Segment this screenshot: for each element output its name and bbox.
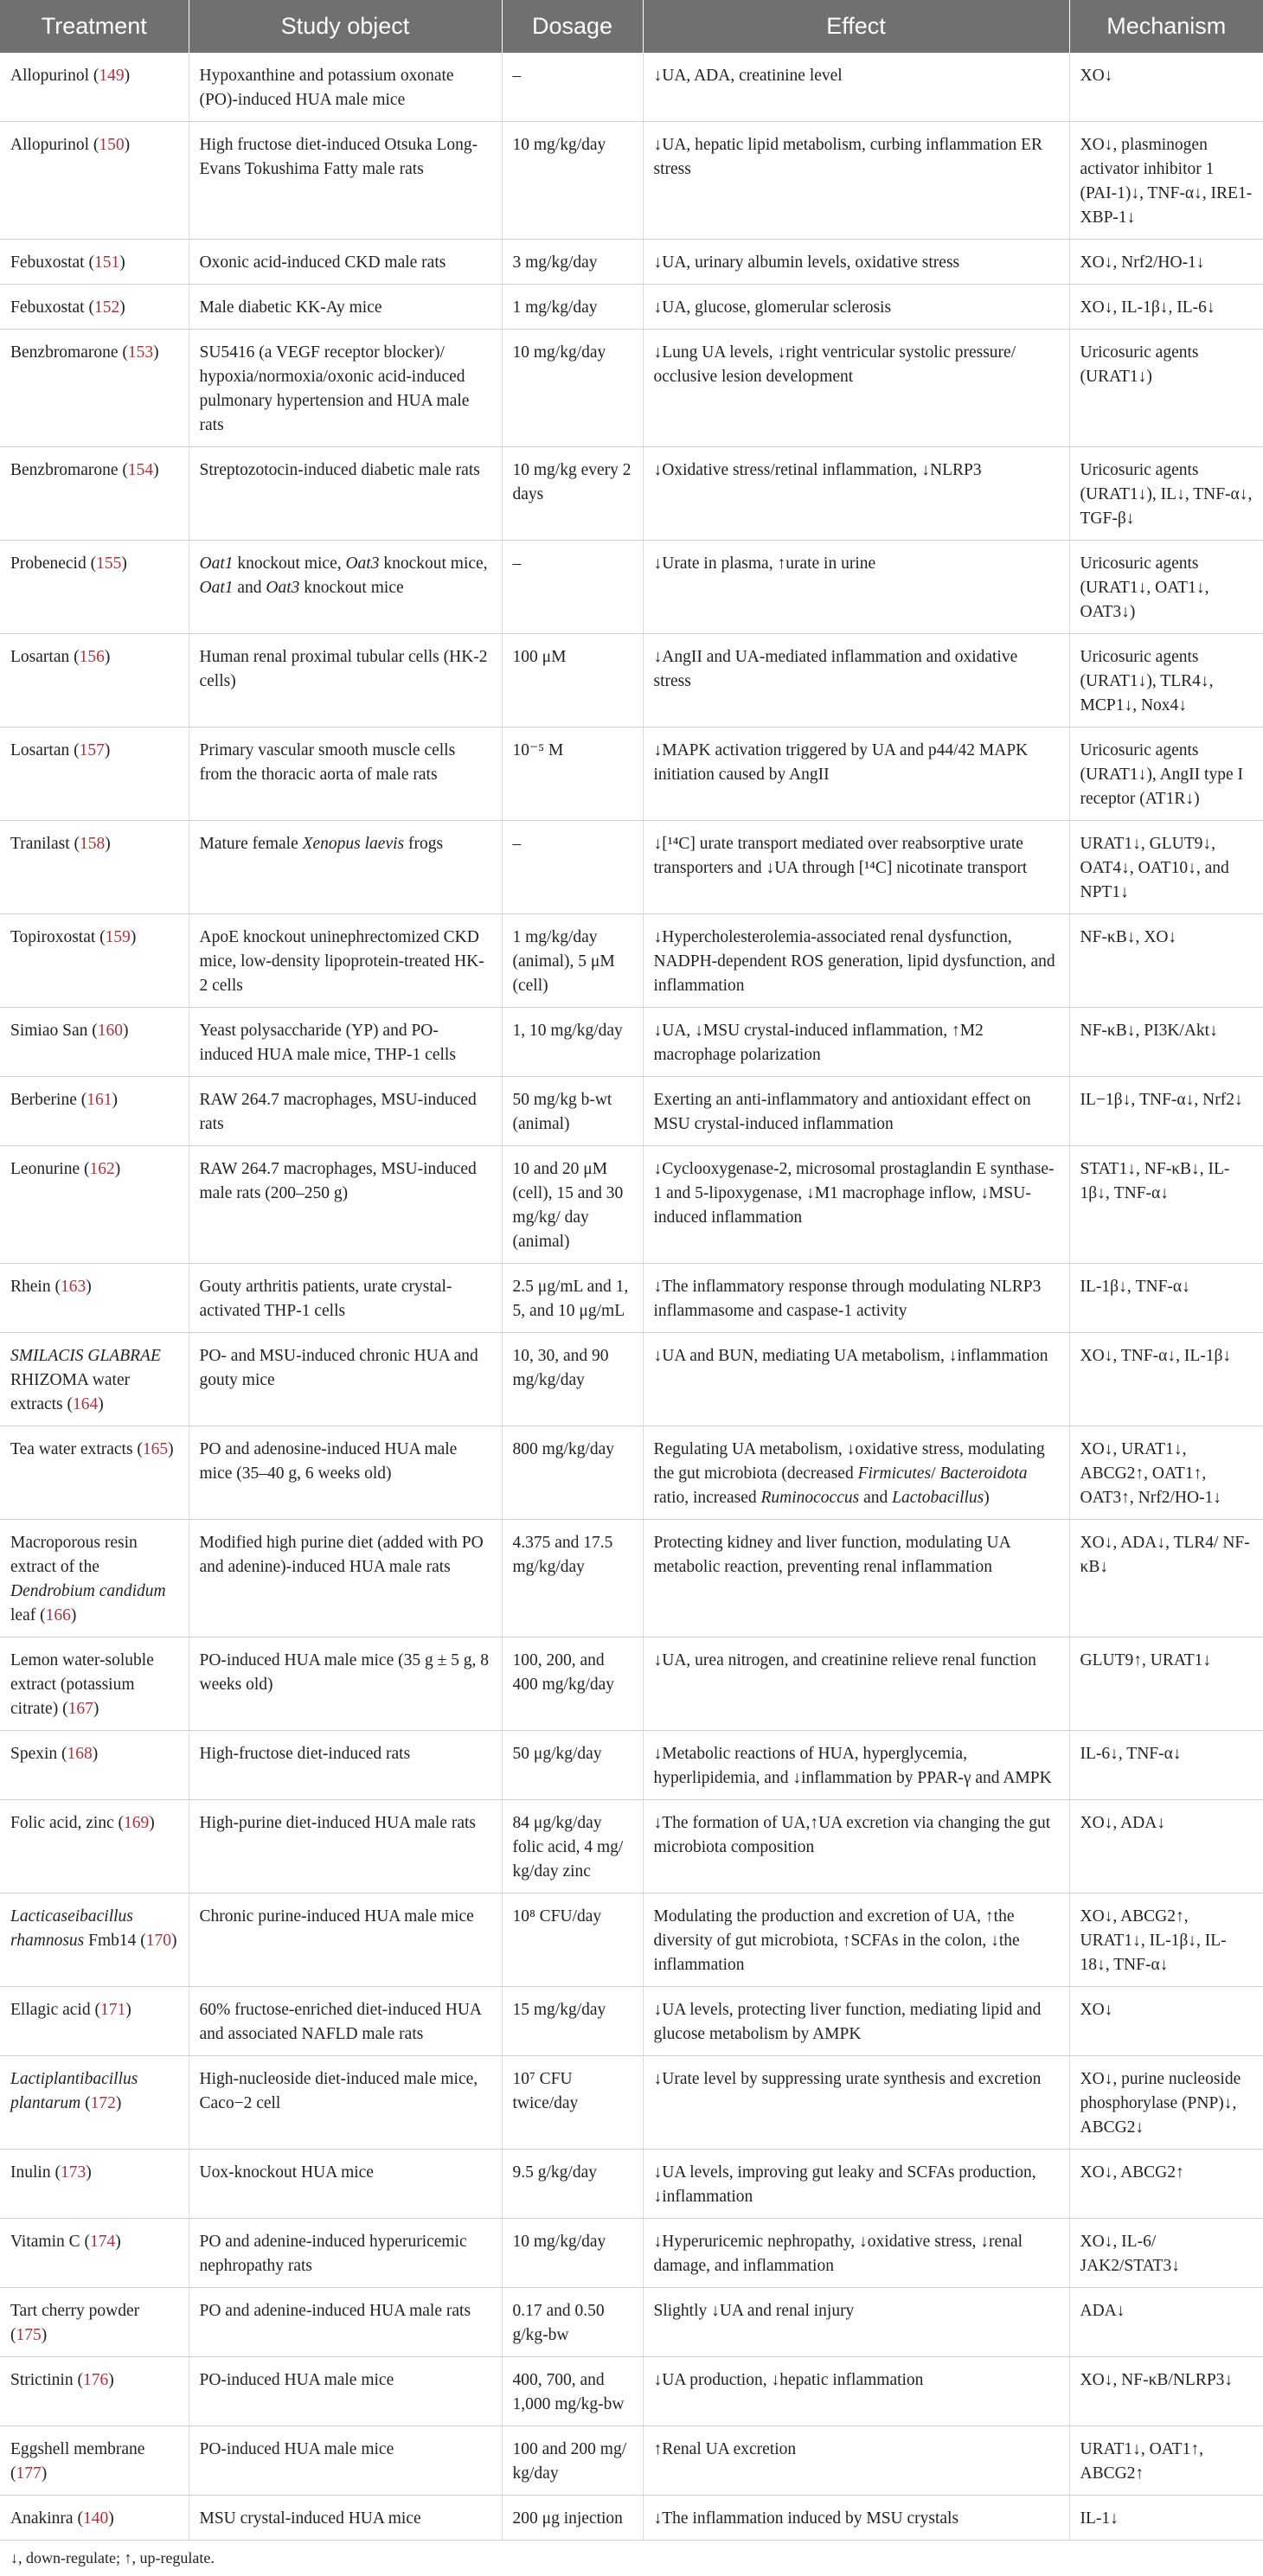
cell-mechanism: XO↓, ABCG2↑ <box>1069 2150 1263 2219</box>
cell-study-object: Primary vascular smooth muscle cells from the thoracic aorta of male rats <box>189 727 502 821</box>
cell-effect: ↓UA, ↓MSU crystal-induced inflammation, ↑M2 macrophage polarization <box>643 1008 1069 1077</box>
reference-link[interactable]: 167 <box>67 1700 93 1718</box>
cell-study-object: PO-induced HUA male mice (35 g ± 5 g, 8 weeks old) <box>189 1637 502 1731</box>
table-row <box>0 1800 1263 1894</box>
cell-effect: ↓UA, urea nitrogen, and creatinine relieve renal function <box>643 1637 1069 1731</box>
table-row <box>0 1520 1263 1637</box>
cell-dosage: 200 μg injection <box>502 2496 643 2541</box>
table-header <box>0 0 1263 53</box>
cell-effect: Modulating the production and excretion of UA, ↑the diversity of gut microbiota, ↑SCFAs in the colon, ↓the inflammation <box>643 1894 1069 1987</box>
cell-mechanism: ADA↓ <box>1069 2288 1263 2357</box>
cell-study-object: PO and adenine-induced hyperuricemic nephropathy rats <box>189 2219 502 2288</box>
reference-link[interactable]: 163 <box>60 1278 87 1296</box>
table-row <box>0 2357 1263 2426</box>
table-row <box>0 1333 1263 1426</box>
cell-study-object: Uox-knockout HUA mice <box>189 2150 502 2219</box>
table-row <box>0 914 1263 1008</box>
treatment-name: Eggshell membrane <box>10 2440 145 2458</box>
cell-study-object: PO and adenine-induced HUA male rats <box>189 2288 502 2357</box>
cell-study-object: Streptozotocin-induced diabetic male rats <box>189 447 502 541</box>
table-row <box>0 2150 1263 2219</box>
cell-mechanism: IL-6↓, TNF-α↓ <box>1069 1731 1263 1800</box>
table-row <box>0 240 1263 285</box>
cell-dosage: 3 mg/kg/day <box>502 240 643 285</box>
cell-treatment: Strictinin (176) <box>0 2357 189 2426</box>
cell-treatment: Losartan (157) <box>0 727 189 821</box>
table-body <box>0 53 1263 2541</box>
cell-treatment: Folic acid, zinc (169) <box>0 1800 189 1894</box>
treatment-name: Tart cherry powder <box>10 2302 140 2320</box>
table-row <box>0 53 1263 122</box>
table-row <box>0 1146 1263 1264</box>
reference-link[interactable]: 164 <box>73 1395 99 1413</box>
reference-link[interactable]: 162 <box>89 1160 115 1178</box>
cell-effect: ↓Hypercholesterolemia-associated renal dysfunction, NADPH-dependent ROS generation, lipid dysfunction, and inflammation <box>643 914 1069 1008</box>
reference-link[interactable]: 172 <box>90 2094 116 2112</box>
treatment-name: Tranilast <box>10 835 70 853</box>
cell-effect: ↓Oxidative stress/retinal inflammation, ↓NLRP3 <box>643 447 1069 541</box>
treatment-name: Febuxostat <box>10 298 85 317</box>
cell-effect: ↓UA, glucose, glomerular sclerosis <box>643 285 1069 330</box>
cell-treatment: Lactiplantibacillus plantarum (172) <box>0 2056 189 2150</box>
cell-treatment: Rhein (163) <box>0 1264 189 1333</box>
table-footnote: ↓, down-regulate; ↑, up-regulate. <box>10 2549 215 2566</box>
header-row <box>0 0 1263 53</box>
cell-mechanism: Uricosuric agents (URAT1↓) <box>1069 330 1263 447</box>
table-row <box>0 1894 1263 1987</box>
cell-study-object: High fructose diet-induced Otsuka Long-Evans Tokushima Fatty male rats <box>189 122 502 240</box>
cell-treatment: Tea water extracts (165) <box>0 1426 189 1520</box>
cell-treatment: Febuxostat (152) <box>0 285 189 330</box>
table-row <box>0 821 1263 914</box>
cell-mechanism: XO↓, ADA↓, TLR4/ NF-κB↓ <box>1069 1520 1263 1637</box>
cell-treatment: Lemon water-soluble extract (potassium citrate) (167) <box>0 1637 189 1731</box>
cell-dosage: 100 μM <box>502 634 643 727</box>
cell-effect: Protecting kidney and liver function, modulating UA metabolic reaction, preventing renal inflammation <box>643 1520 1069 1637</box>
reference-link[interactable]: 165 <box>142 1440 169 1458</box>
cell-effect: Regulating UA metabolism, ↓oxidative stress, modulating the gut microbiota (decreased Firmicutes/ Bacteroidota ratio, increased Ruminococcus and Lactobacillus) <box>643 1426 1069 1520</box>
treatment-name: Rhein <box>10 1278 51 1296</box>
table-row <box>0 1637 1263 1731</box>
treatment-name: Losartan <box>10 648 70 666</box>
cell-effect: ↓MAPK activation triggered by UA and p44/42 MAPK initiation caused by AngII <box>643 727 1069 821</box>
cell-dosage: 10⁷ CFU twice/day <box>502 2056 643 2150</box>
cell-mechanism: XO↓, TNF-α↓, IL-1β↓ <box>1069 1333 1263 1426</box>
cell-treatment: Lacticaseibacillus rhamnosus Fmb14 (170) <box>0 1894 189 1987</box>
treatment-name: Inulin <box>10 2163 51 2182</box>
cell-treatment: Topiroxostat (159) <box>0 914 189 1008</box>
cell-dosage: 10⁻⁵ M <box>502 727 643 821</box>
cell-dosage: 100 and 200 mg/ kg/day <box>502 2426 643 2496</box>
treatment-name: SMILACIS GLABRAE RHIZOMA water extracts <box>10 1347 161 1413</box>
cell-mechanism: XO↓, purine nucleoside phosphorylase (PNP)↓, ABCG2↓ <box>1069 2056 1263 2150</box>
cell-study-object: Gouty arthritis patients, urate crystal-activated THP-1 cells <box>189 1264 502 1333</box>
treatment-name: Lacticaseibacillus rhamnosus Fmb14 <box>10 1907 137 1950</box>
cell-treatment: Leonurine (162) <box>0 1146 189 1264</box>
cell-study-object: RAW 264.7 macrophages, MSU-induced male rats (200–250 g) <box>189 1146 502 1264</box>
cell-study-object: Oxonic acid-induced CKD male rats <box>189 240 502 285</box>
treatment-name: Probenecid <box>10 554 87 573</box>
cell-treatment: SMILACIS GLABRAE RHIZOMA water extracts (164) <box>0 1333 189 1426</box>
cell-mechanism: XO↓, Nrf2/HO-1↓ <box>1069 240 1263 285</box>
cell-mechanism: IL-1↓ <box>1069 2496 1263 2541</box>
cell-mechanism: XO↓, NF-κB/NLRP3↓ <box>1069 2357 1263 2426</box>
cell-dosage: 100, 200, and 400 mg/kg/day <box>502 1637 643 1731</box>
table-row <box>0 2426 1263 2496</box>
reference-link[interactable]: 168 <box>67 1745 93 1763</box>
table-row <box>0 2496 1263 2541</box>
cell-effect: ↓AngII and UA-mediated inflammation and oxidative stress <box>643 634 1069 727</box>
cell-study-object: Mature female Xenopus laevis frogs <box>189 821 502 914</box>
table-row <box>0 330 1263 447</box>
cell-treatment: Probenecid (155) <box>0 541 189 634</box>
table-row <box>0 2056 1263 2150</box>
cell-study-object: ApoE knockout uninephrectomized CKD mice, low-density lipoprotein-treated HK-2 cells <box>189 914 502 1008</box>
cell-mechanism: STAT1↓, NF-κB↓, IL-1β↓, TNF-α↓ <box>1069 1146 1263 1264</box>
cell-dosage: – <box>502 541 643 634</box>
treatment-name: Ellagic acid <box>10 2001 91 2019</box>
cell-study-object: MSU crystal-induced HUA mice <box>189 2496 502 2541</box>
cell-effect: ↓Urate in plasma, ↑urate in urine <box>643 541 1069 634</box>
reference-link[interactable]: 177 <box>16 2464 42 2483</box>
cell-effect: ↓Hyperuricemic nephropathy, ↓oxidative stress, ↓renal damage, and inflammation <box>643 2219 1069 2288</box>
treatment-name: Berberine <box>10 1091 77 1109</box>
cell-study-object: High-purine diet-induced HUA male rats <box>189 1800 502 1894</box>
treatment-name: Benzbromarone <box>10 461 119 479</box>
cell-study-object: High-fructose diet-induced rats <box>189 1731 502 1800</box>
cell-mechanism: XO↓ <box>1069 53 1263 122</box>
table-row <box>0 727 1263 821</box>
cell-dosage: 10, 30, and 90 mg/kg/day <box>502 1333 643 1426</box>
cell-mechanism: Uricosuric agents (URAT1↓), IL↓, TNF-α↓, TGF-β↓ <box>1069 447 1263 541</box>
cell-study-object: Male diabetic KK-Ay mice <box>189 285 502 330</box>
cell-mechanism: XO↓, URAT1↓, ABCG2↑, OAT1↑, OAT3↑, Nrf2/HO-1↓ <box>1069 1426 1263 1520</box>
cell-mechanism: XO↓, ABCG2↑, URAT1↓, IL-1β↓, IL-18↓, TNF-α↓ <box>1069 1894 1263 1987</box>
reference-link[interactable]: 140 <box>82 2509 109 2528</box>
header-effect: Effect <box>643 0 1069 53</box>
cell-dosage: 4.375 and 17.5 mg/kg/day <box>502 1520 643 1637</box>
cell-mechanism: XO↓, IL-6/ JAK2/STAT3↓ <box>1069 2219 1263 2288</box>
reference-link[interactable]: 176 <box>82 2371 109 2389</box>
cell-treatment: Ellagic acid (171) <box>0 1987 189 2056</box>
table-row <box>0 447 1263 541</box>
cell-treatment: Benzbromarone (153) <box>0 330 189 447</box>
treatment-name: Benzbromarone <box>10 343 119 362</box>
cell-treatment: Tart cherry powder (175) <box>0 2288 189 2357</box>
reference-link[interactable]: 154 <box>127 461 154 479</box>
cell-effect: ↓Cyclooxygenase-2, microsomal prostaglandin E synthase-1 and 5-lipoxygenase, ↓M1 macrophage inflow, ↓MSU-induced inflammation <box>643 1146 1069 1264</box>
cell-treatment: Vitamin C (174) <box>0 2219 189 2288</box>
cell-dosage: 50 mg/kg b-wt (animal) <box>502 1077 643 1146</box>
cell-effect: ↓The inflammatory response through modulating NLRP3 inflammasome and caspase-1 activity <box>643 1264 1069 1333</box>
table-row <box>0 2219 1263 2288</box>
treatment-name: Leonurine <box>10 1160 80 1178</box>
cell-study-object: SU5416 (a VEGF receptor blocker)/ hypoxia/normoxia/oxonic acid-induced pulmonary hypertension and HUA male rats <box>189 330 502 447</box>
cell-dosage: 10⁸ CFU/day <box>502 1894 643 1987</box>
reference-link[interactable]: 166 <box>45 1606 71 1624</box>
treatment-name: Tea water extracts <box>10 1440 133 1458</box>
cell-effect: ↓The formation of UA,↑UA excretion via changing the gut microbiota composition <box>643 1800 1069 1894</box>
cell-effect: ↓UA and BUN, mediating UA metabolism, ↓inflammation <box>643 1333 1069 1426</box>
reference-link[interactable]: 156 <box>79 648 105 666</box>
reference-link[interactable]: 150 <box>99 136 125 154</box>
cell-effect: ↓UA, ADA, creatinine level <box>643 53 1069 122</box>
cell-dosage: 10 mg/kg every 2 days <box>502 447 643 541</box>
cell-dosage: 9.5 g/kg/day <box>502 2150 643 2219</box>
cell-effect: ↑Renal UA excretion <box>643 2426 1069 2496</box>
table-row <box>0 122 1263 240</box>
reference-link[interactable]: 151 <box>93 253 120 272</box>
cell-treatment: Allopurinol (150) <box>0 122 189 240</box>
cell-effect: Exerting an anti-inflammatory and antioxidant effect on MSU crystal-induced inflammation <box>643 1077 1069 1146</box>
cell-study-object: Hypoxanthine and potassium oxonate (PO)-induced HUA male mice <box>189 53 502 122</box>
cell-mechanism: NF-κB↓, XO↓ <box>1069 914 1263 1008</box>
table-row <box>0 1008 1263 1077</box>
cell-dosage: 10 mg/kg/day <box>502 330 643 447</box>
cell-effect: ↓The inflammation induced by MSU crystals <box>643 2496 1069 2541</box>
cell-dosage: 10 mg/kg/day <box>502 122 643 240</box>
cell-mechanism: XO↓, IL-1β↓, IL-6↓ <box>1069 285 1263 330</box>
cell-dosage: – <box>502 53 643 122</box>
treatment-name: Simiao San <box>10 1022 88 1040</box>
cell-study-object: Yeast polysaccharide (YP) and PO-induced HUA male mice, THP-1 cells <box>189 1008 502 1077</box>
cell-effect: ↓UA production, ↓hepatic inflammation <box>643 2357 1069 2426</box>
treatment-name: Allopurinol <box>10 67 89 85</box>
cell-study-object: Oat1 knockout mice, Oat3 knockout mice, Oat1 and Oat3 knockout mice <box>189 541 502 634</box>
cell-treatment: Losartan (156) <box>0 634 189 727</box>
cell-mechanism: IL−1β↓, TNF-α↓, Nrf2↓ <box>1069 1077 1263 1146</box>
cell-treatment: Simiao San (160) <box>0 1008 189 1077</box>
treatment-name: Macroporous resin extract of the Dendrobium candidum leaf <box>10 1534 166 1624</box>
reference-link[interactable]: 175 <box>16 2326 42 2344</box>
cell-treatment: Eggshell membrane (177) <box>0 2426 189 2496</box>
cell-study-object: RAW 264.7 macrophages, MSU-induced rats <box>189 1077 502 1146</box>
header-mechanism: Mechanism <box>1069 0 1263 53</box>
cell-dosage: 50 μg/kg/day <box>502 1731 643 1800</box>
reference-link[interactable]: 173 <box>60 2163 87 2182</box>
reference-link[interactable]: 170 <box>145 1932 172 1950</box>
cell-mechanism: XO↓ <box>1069 1987 1263 2056</box>
cell-treatment: Allopurinol (149) <box>0 53 189 122</box>
cell-dosage: 10 and 20 μM (cell), 15 and 30 mg/kg/ day (animal) <box>502 1146 643 1264</box>
reference-link[interactable]: 160 <box>97 1022 124 1040</box>
treatment-name: Anakinra <box>10 2509 74 2528</box>
reference-link[interactable]: 157 <box>79 741 105 759</box>
cell-dosage: 10 mg/kg/day <box>502 2219 643 2288</box>
table-row <box>0 634 1263 727</box>
cell-study-object: Chronic purine-induced HUA male mice <box>189 1894 502 1987</box>
cell-effect: ↓Urate level by suppressing urate synthesis and excretion <box>643 2056 1069 2150</box>
cell-treatment: Inulin (173) <box>0 2150 189 2219</box>
cell-mechanism: GLUT9↑, URAT1↓ <box>1069 1637 1263 1731</box>
cell-treatment: Benzbromarone (154) <box>0 447 189 541</box>
cell-dosage: 1 mg/kg/day (animal), 5 μM (cell) <box>502 914 643 1008</box>
treatment-name: Losartan <box>10 741 70 759</box>
cell-study-object: PO-induced HUA male mice <box>189 2357 502 2426</box>
cell-treatment: Tranilast (158) <box>0 821 189 914</box>
table-row <box>0 1731 1263 1800</box>
cell-dosage: 800 mg/kg/day <box>502 1426 643 1520</box>
table-row <box>0 1264 1263 1333</box>
cell-mechanism: Uricosuric agents (URAT1↓), TLR4↓, MCP1↓, Nox4↓ <box>1069 634 1263 727</box>
reference-link[interactable]: 174 <box>90 2233 116 2251</box>
table-row <box>0 541 1263 634</box>
cell-mechanism: Uricosuric agents (URAT1↓), AngII type I receptor (AT1R↓) <box>1069 727 1263 821</box>
cell-dosage: – <box>502 821 643 914</box>
header-treatment: Treatment <box>0 0 189 53</box>
treatment-name: Allopurinol <box>10 136 89 154</box>
cell-effect: ↓Lung UA levels, ↓right ventricular systolic pressure/ occlusive lesion development <box>643 330 1069 447</box>
cell-study-object: Modified high purine diet (added with PO and adenine)-induced HUA male rats <box>189 1520 502 1637</box>
treatment-name: Spexin <box>10 1745 58 1763</box>
treatment-name: Folic acid, zinc <box>10 1814 114 1832</box>
cell-study-object: Human renal proximal tubular cells (HK-2 cells) <box>189 634 502 727</box>
cell-study-object: PO-induced HUA male mice <box>189 2426 502 2496</box>
cell-mechanism: NF-κB↓, PI3K/Akt↓ <box>1069 1008 1263 1077</box>
cell-study-object: PO and adenosine-induced HUA male mice (35–40 g, 6 weeks old) <box>189 1426 502 1520</box>
table-row <box>0 1077 1263 1146</box>
cell-effect: ↓UA levels, improving gut leaky and SCFAs production, ↓inflammation <box>643 2150 1069 2219</box>
cell-study-object: PO- and MSU-induced chronic HUA and gouty mice <box>189 1333 502 1426</box>
cell-effect: ↓[¹⁴C] urate transport mediated over reabsorptive urate transporters and ↓UA through [¹⁴C] nicotinate transport <box>643 821 1069 914</box>
cell-mechanism: URAT1↓, GLUT9↓, OAT4↓, OAT10↓, and NPT1↓ <box>1069 821 1263 914</box>
table-row <box>0 285 1263 330</box>
cell-treatment: Anakinra (140) <box>0 2496 189 2541</box>
cell-effect: ↓Metabolic reactions of HUA, hyperglycemia, hyperlipidemia, and ↓inflammation by PPAR-γ and AMPK <box>643 1731 1069 1800</box>
cell-dosage: 2.5 μg/mL and 1, 5, and 10 μg/mL <box>502 1264 643 1333</box>
cell-effect: ↓UA, hepatic lipid metabolism, curbing inflammation ER stress <box>643 122 1069 240</box>
reference-link[interactable]: 171 <box>99 2001 126 2019</box>
cell-treatment: Febuxostat (151) <box>0 240 189 285</box>
cell-mechanism: XO↓, plasminogen activator inhibitor 1 (PAI-1)↓, TNF-α↓, IRE1-XBP-1↓ <box>1069 122 1263 240</box>
cell-dosage: 1, 10 mg/kg/day <box>502 1008 643 1077</box>
cell-effect: ↓UA, urinary albumin levels, oxidative stress <box>643 240 1069 285</box>
treatment-name: Vitamin C <box>10 2233 80 2251</box>
header-study-object: Study object <box>189 0 502 53</box>
treatment-name: Topiroxostat <box>10 928 96 946</box>
reference-link[interactable]: 153 <box>127 343 154 362</box>
cell-mechanism: IL-1β↓, TNF-α↓ <box>1069 1264 1263 1333</box>
cell-study-object: 60% fructose-enriched diet-induced HUA and associated NAFLD male rats <box>189 1987 502 2056</box>
cell-mechanism: XO↓, ADA↓ <box>1069 1800 1263 1894</box>
cell-dosage: 15 mg/kg/day <box>502 1987 643 2056</box>
treatment-name: Strictinin <box>10 2371 74 2389</box>
reference-link[interactable]: 159 <box>105 928 131 946</box>
cell-mechanism: Uricosuric agents (URAT1↓, OAT1↓, OAT3↓) <box>1069 541 1263 634</box>
cell-mechanism: URAT1↓, OAT1↑, ABCG2↑ <box>1069 2426 1263 2496</box>
cell-effect: ↓UA levels, protecting liver function, mediating lipid and glucose metabolism by AMPK <box>643 1987 1069 2056</box>
cell-dosage: 84 μg/kg/day folic acid, 4 mg/ kg/day zinc <box>502 1800 643 1894</box>
table-row <box>0 2288 1263 2357</box>
cell-treatment: Macroporous resin extract of the Dendrobium candidum leaf (166) <box>0 1520 189 1637</box>
reference-link[interactable]: 149 <box>99 67 125 85</box>
treatment-name: Febuxostat <box>10 253 85 272</box>
treatment-name: Lactiplantibacillus plantarum <box>10 2070 138 2112</box>
reference-link[interactable]: 155 <box>96 554 122 573</box>
cell-dosage: 0.17 and 0.50 g/kg-bw <box>502 2288 643 2357</box>
cell-dosage: 400, 700, and 1,000 mg/kg-bw <box>502 2357 643 2426</box>
treatment-name: Lemon water-soluble extract (potassium citrate) <box>10 1651 154 1718</box>
reference-link[interactable]: 169 <box>124 1814 150 1832</box>
cell-treatment: Berberine (161) <box>0 1077 189 1146</box>
table-row <box>0 1987 1263 2056</box>
cell-treatment: Spexin (168) <box>0 1731 189 1800</box>
cell-study-object: High-nucleoside diet-induced male mice, Caco−2 cell <box>189 2056 502 2150</box>
header-dosage: Dosage <box>502 0 643 53</box>
cell-effect: Slightly ↓UA and renal injury <box>643 2288 1069 2357</box>
cell-dosage: 1 mg/kg/day <box>502 285 643 330</box>
reference-link[interactable]: 158 <box>80 835 106 853</box>
reference-link[interactable]: 161 <box>87 1091 112 1109</box>
reference-link[interactable]: 152 <box>93 298 120 317</box>
table-row <box>0 1426 1263 1520</box>
